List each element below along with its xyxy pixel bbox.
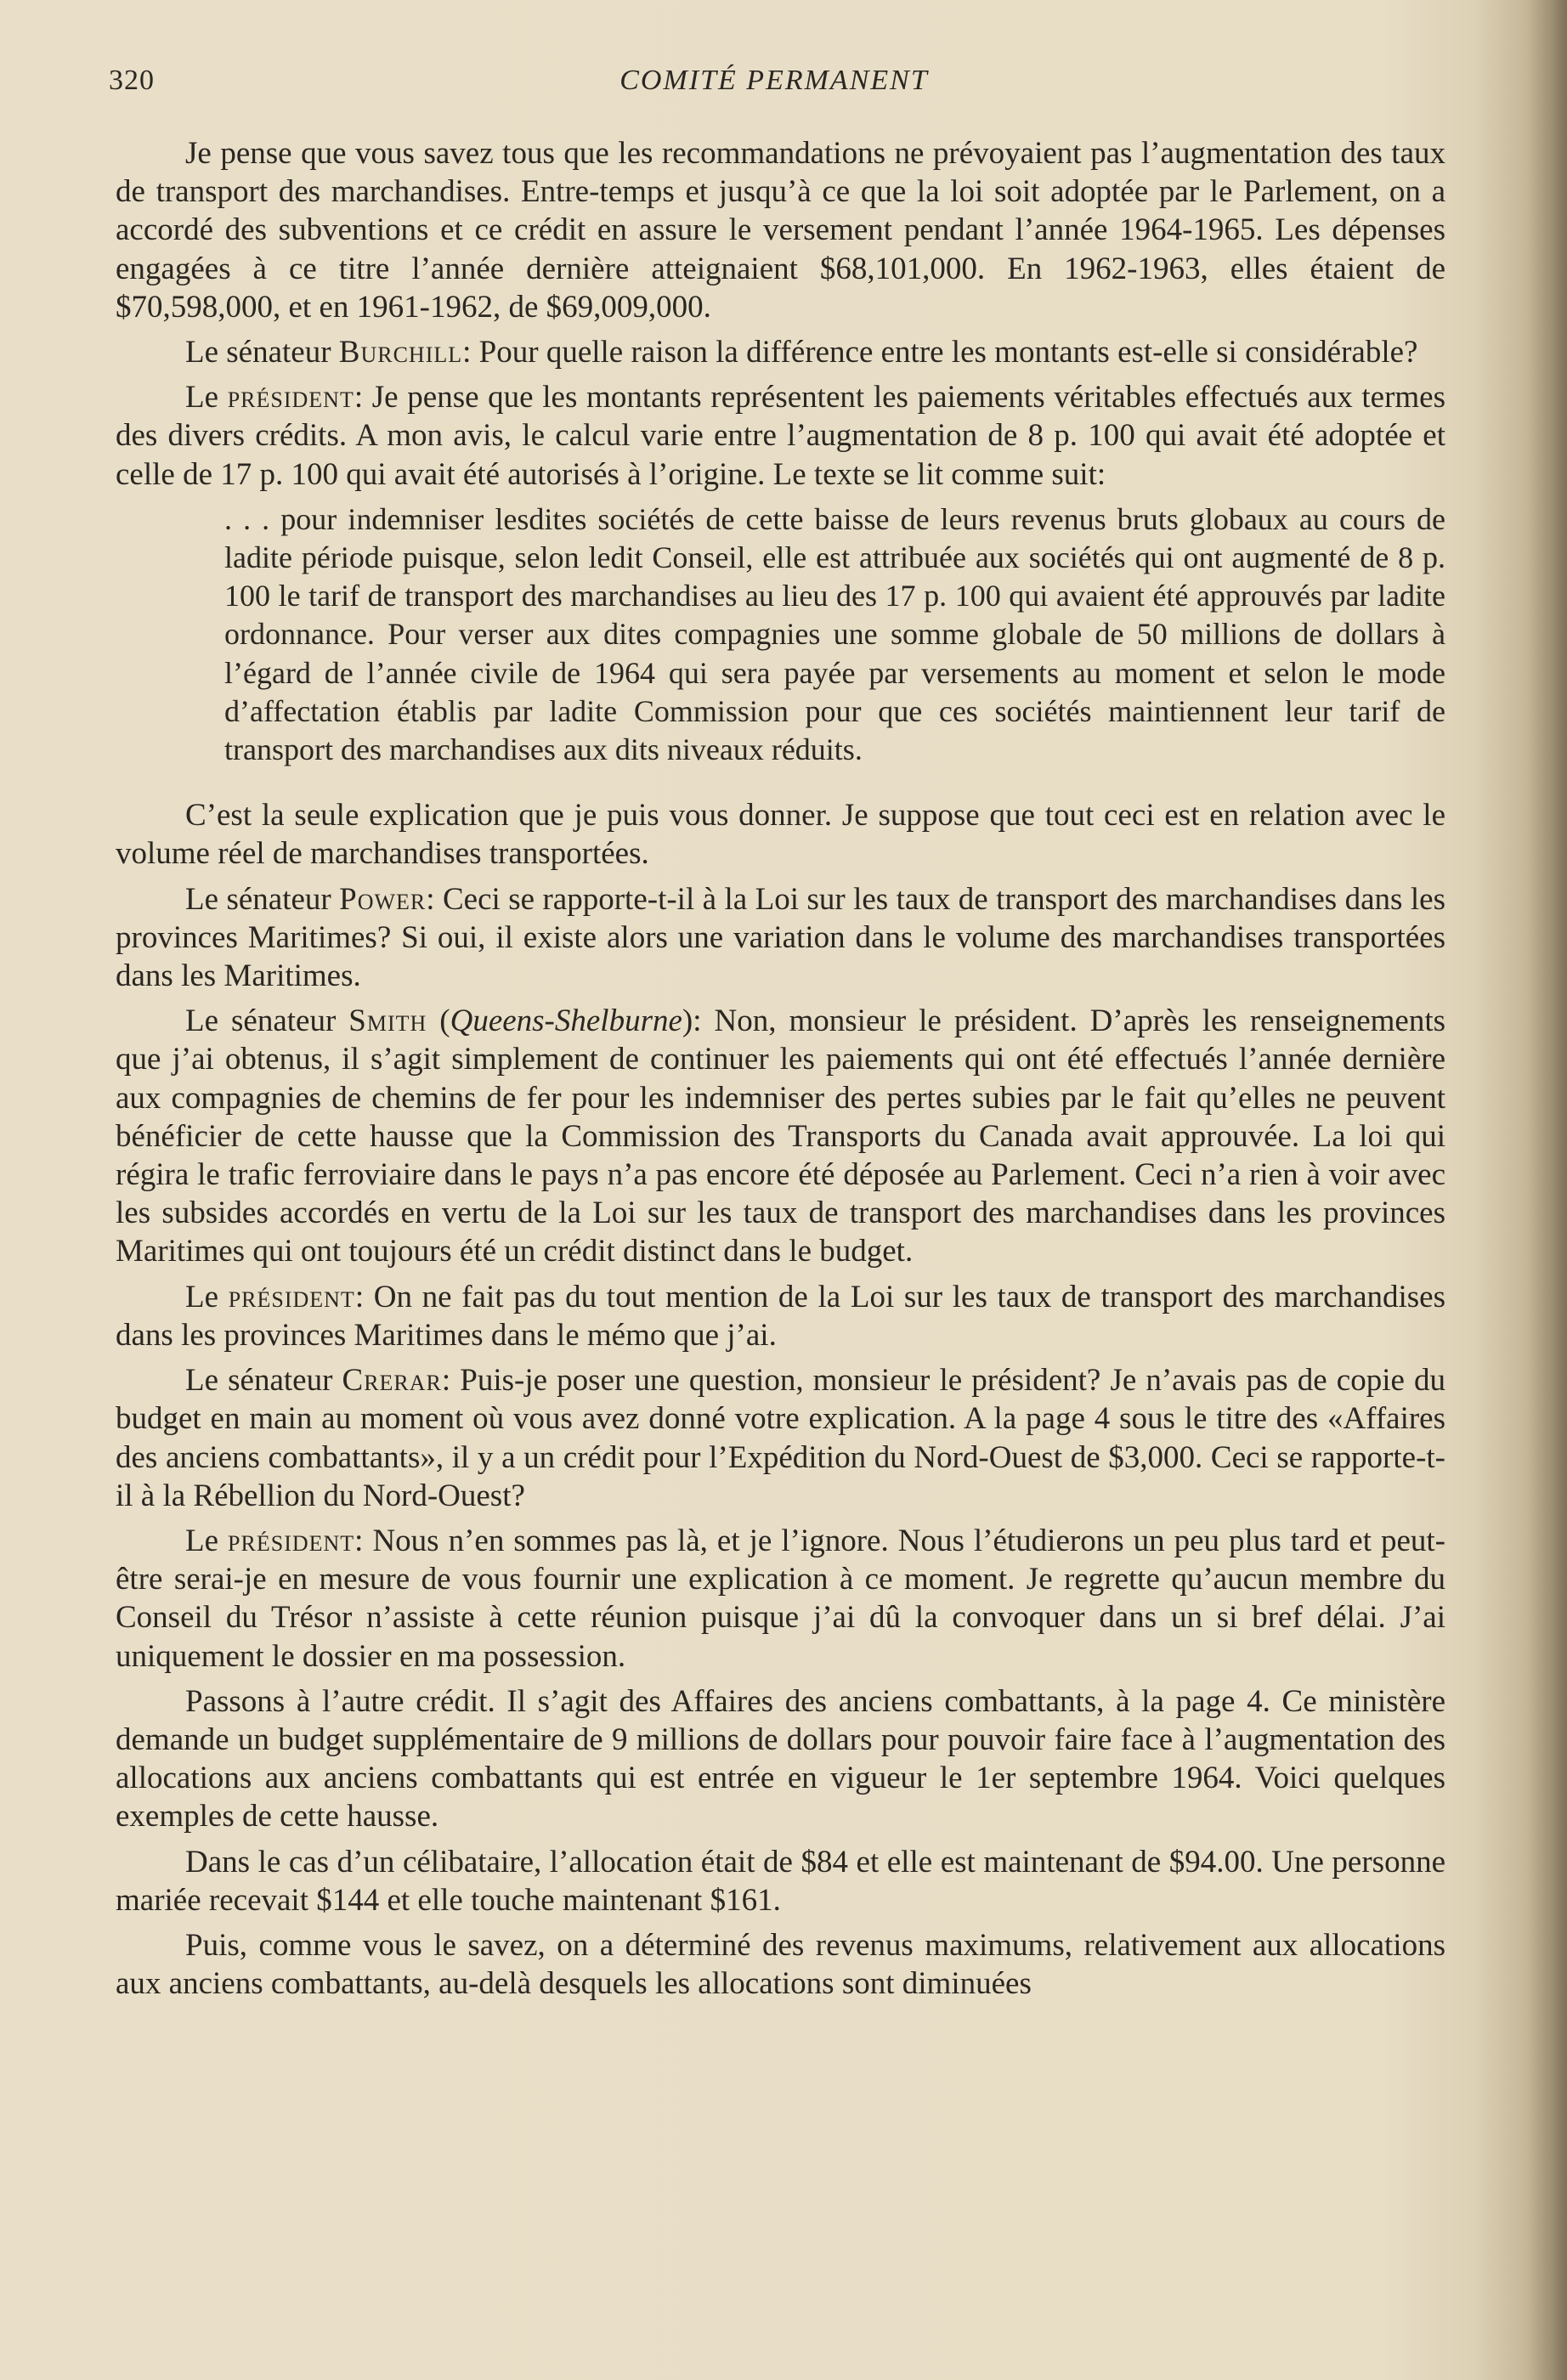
paragraph-text: Dans le cas d’un célibataire, l’allocation était de $84 et elle est maintenant de $94.00. Une personne mariée recevait $144 et elle touche maintenant $161. <box>116 1844 1445 1918</box>
paragraph <box>116 1522 1445 1676</box>
block-quote <box>224 500 1445 769</box>
paragraph-text: Je pense que vous savez tous que les recommandations ne prévoyaient pas l’augmentation des taux de transport des marchandises. Entre-temps et jusqu’à ce que la loi soit adoptée par le Parlement, on a accordé des subventions et ce crédit en assure le versement pendant l’année 1964-1965. Les dépenses engagées à ce titre l’année dernière atteignaient $68,101,000. En 1962-1963, elles étaient de $70,598,000, et en 1961-1962, de $69,009,000. <box>116 136 1445 325</box>
speaker-prefix: Le <box>185 1523 229 1558</box>
body-text <box>116 134 1445 2010</box>
speaker-name: Power <box>339 881 427 917</box>
speaker-prefix: Le sénateur <box>185 335 339 370</box>
speaker-riding: Queens-Shelburne <box>450 1003 682 1039</box>
paragraph-text: Passons à l’autre crédit. Il s’agit des Affaires des anciens combattants, à la page 4. Ce ministère demande un budget supplémentaire de 9 millions de dollars pour pouvoir faire face à l’augmentation des allocations aux anciens combattants qui est entrée en vigueur le <box>116 1683 1445 1796</box>
ordinal-date: 1er <box>976 1761 1016 1796</box>
paragraph <box>116 378 1445 494</box>
paragraph-text: : Non, monsieur le président. D’après les renseignements que j’ai obtenus, il s’agit simplement de continuer les paiements qui ont été effectués l’année dernière aux compagnies de chemins de fer pour les indemniser des pertes subies par le fait qu’elles ne peuvent bénéficier de cette hausse que la Commission des Transports du Canada avait approuvée. La loi qui régira le trafic ferroviaire dans le pays n’a pas encore été déposée au Parlement. Ceci n’a rien à voir avec les subsides accordés en vertu de la Loi sur les taux de transport des marchandises dans les provinces Maritimes qui ont toujours été un crédit distinct dans le budget. <box>116 1003 1445 1269</box>
quote-text: . . . pour indemniser lesdites sociétés de cette baisse de leurs revenus bruts globaux au cours de ladite période puisque, selon ledit Conseil, elle est attribuée aux sociétés qui ont augmenté de 8 p. 100 le tarif de transport des marchandises au lieu des 17 p. 100 qui avaient été approuvés par ladite ordonnance. Pour verser aux dites compagnies une somme globale de 50 millions de dollars à l’égard de l’année civile de 1964 qui sera payée par versements au moment et selon le mode d’affectation établis par ladite Commission pour que ces sociétés maintiennent leur tarif de transport des marchandises aux dits niveaux réduits. <box>224 501 1445 767</box>
page-edge-shadow <box>1528 0 1567 2380</box>
speaker-name: président <box>228 1523 355 1558</box>
speaker-prefix: Le <box>185 380 228 416</box>
paragraph-text: Puis, comme vous le savez, on a déterminé des revenus maximums, relativement aux allocations aux anciens combattants, au-delà desquels les allocations sont diminuées <box>116 1927 1445 2002</box>
paragraph-text: : Pour quelle raison la différence entre les montants est-elle si considérable? <box>462 335 1418 370</box>
paragraph <box>116 333 1445 371</box>
page-header <box>109 65 1440 107</box>
paragraph-text: : On ne fait pas du tout mention de la Loi sur les taux de transport des marchandises dans les provinces Maritimes dans le mémo que j’ai. <box>116 1279 1445 1353</box>
paragraph <box>116 1682 1445 1836</box>
speaker-prefix: Le sénateur <box>185 881 340 917</box>
paragraph-text: : Nous n’en sommes pas là, et je l’ignore. Nous l’étudierons un peu plus tard et peut-être serai-je en mesure de vous fournir une explication à ce moment. Je regrette qu’aucun membre du Conseil du Trésor n’assiste à cette réunion puisque j’ai dû la convoquer dans un si bref délai. J’ai uniquement le dossier en ma possession. <box>116 1523 1446 1674</box>
running-title: COMITÉ PERMANENT <box>619 65 929 96</box>
paragraph-text: : Puis-je poser une question, monsieur le président? Je n’avais pas de copie du budget en main au moment où vous avez donné votre explication. A la page 4 sous le titre des «Affaires des anciens combattants», il y a un crédit pour l’Expédition du Nord-Ouest de $3,000. Ceci se rapporte-t-il à la Rébellion du Nord-Ouest? <box>116 1363 1445 1513</box>
speaker-prefix: Le sénateur <box>185 1363 342 1399</box>
paragraph <box>116 880 1445 996</box>
paragraph-text: : Ceci se rapporte-t-il à la Loi sur les taux de transport des marchandises dans les provinces Maritimes? Si oui, il existe alors une variation dans le volume des marchandises transportées dans les Maritimes. <box>116 881 1445 994</box>
speaker-prefix: Le sénateur <box>185 1003 349 1039</box>
paragraph <box>116 134 1445 326</box>
paragraph <box>116 1926 1445 2003</box>
paragraph-text: : Je pense que les montants représentent les paiements véritables effectués aux termes des divers crédits. A mon avis, le calcul varie entre l’augmentation de 8 p. 100 qui avait été adoptée et celle de 17 p. 100 qui avait été autorisés à l’origine. Le texte se lit comme suit: <box>116 380 1445 492</box>
paragraph <box>116 1278 1445 1354</box>
speaker-name: Smith <box>348 1003 427 1039</box>
speaker-name: Burchill <box>338 335 463 370</box>
paragraph: Le sénateur Smith (Queens-Shelburne): Non, monsieur le président. D’après les renseignements que j’ai obtenus, il s’agit simplement de continuer les paiements qui ont été effectués l’année dernière aux compagnies de chemins de fer pour les indemniser des pertes subies par le fait qu’elles ne peuvent bénéficier de cette hausse que la Commission des Transports du Canada avait approuvée. La loi qui régira le trafic ferroviaire dans le pays n’a pas encore été déposée au Parlement. Ceci n’a rien à voir avec les subsides accordés en vertu de la Loi sur les taux de transport des marchandises dans les provinces Maritimes qui ont toujours été un crédit distinct dans le budget. <box>116 1003 1445 1269</box>
paragraph <box>116 1843 1445 1919</box>
paragraph-text-continued: septembre 1964. Voici quelques exemples de cette hausse. <box>116 1761 1445 1834</box>
speaker-prefix: Le <box>185 1279 229 1314</box>
paragraph-text: C’est la seule explication que je puis vous donner. Je suppose que tout ceci est en relation avec le volume réel de marchandises transportées. <box>116 798 1445 872</box>
speaker-name: président <box>227 380 354 416</box>
paragraph <box>116 1361 1445 1515</box>
page-number: 320 <box>109 65 155 96</box>
paragraph <box>116 796 1445 873</box>
speaker-name: Crerar <box>342 1363 442 1399</box>
speaker-name: président <box>228 1279 355 1314</box>
